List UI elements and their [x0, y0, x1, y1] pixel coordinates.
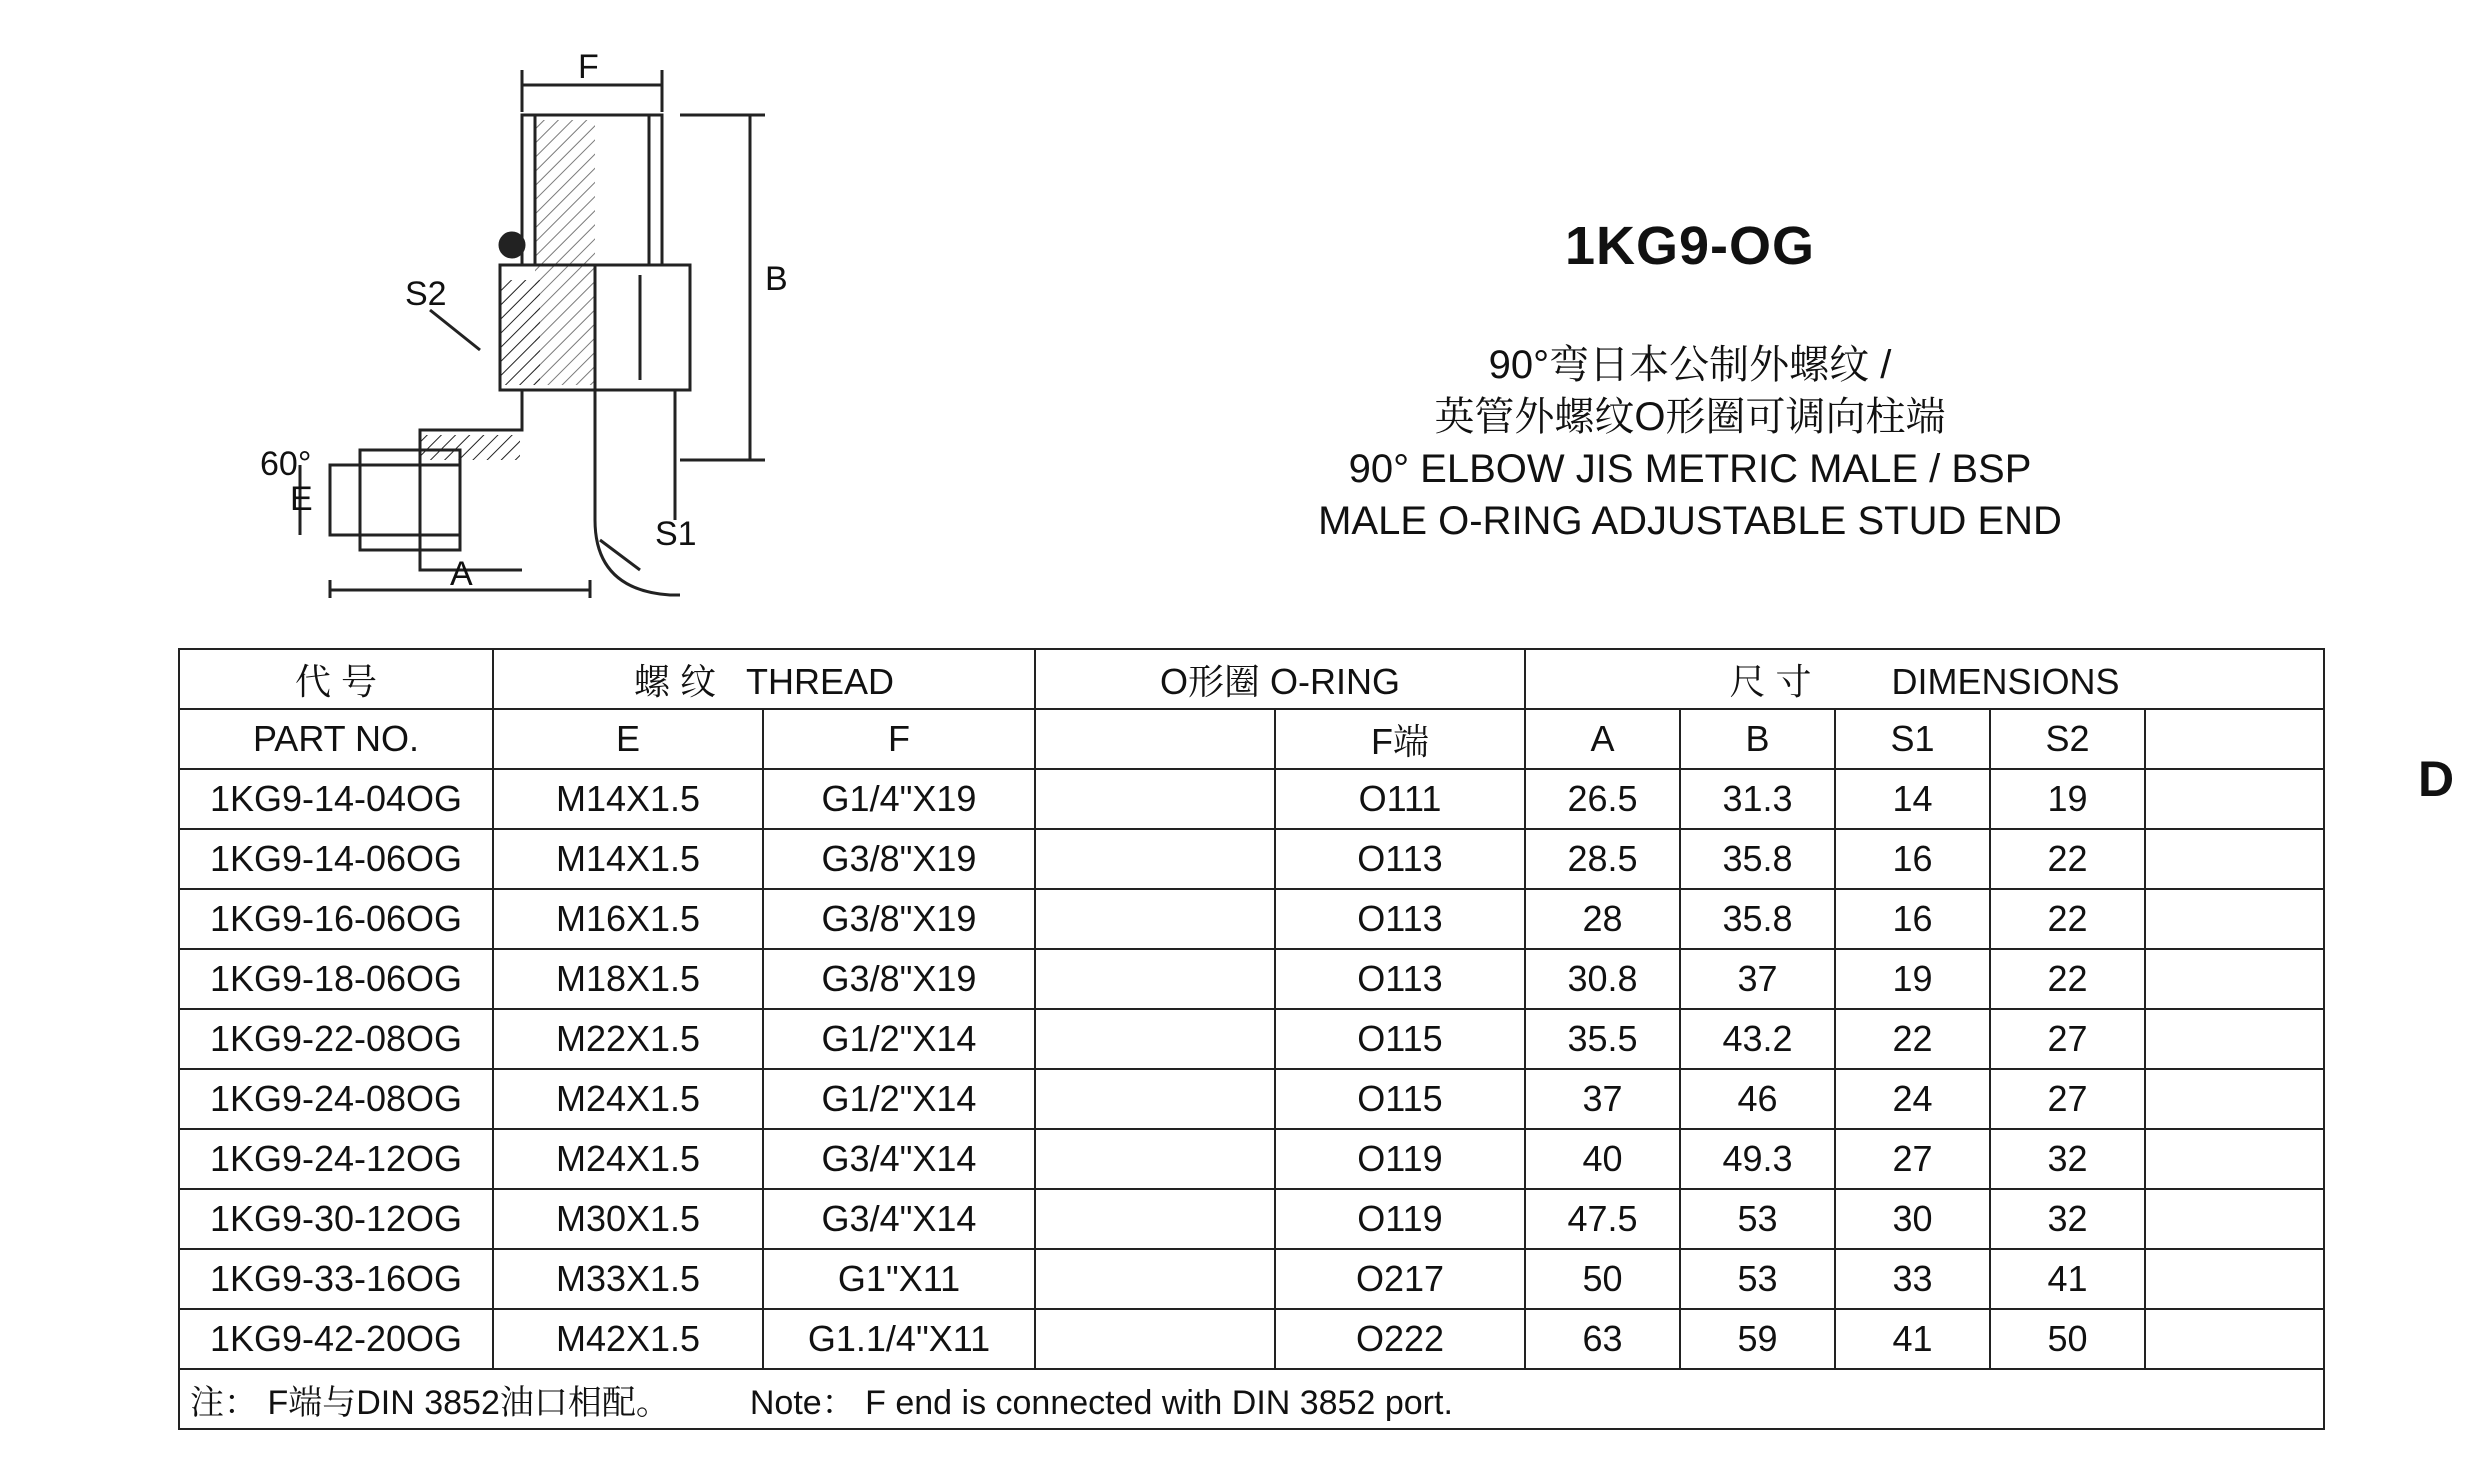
cell-b: 49.3 [1680, 1129, 1835, 1189]
table-row [179, 1189, 2324, 1249]
cell-blank [2145, 769, 2324, 829]
cell-a: 28.5 [1525, 829, 1680, 889]
cell-part: 1KG9-24-08OG [179, 1069, 493, 1129]
label-s1: S1 [655, 515, 697, 553]
label-f: F [578, 48, 599, 86]
header-dim-en: DIMENSIONS [1891, 660, 2120, 702]
cell-oring: O113 [1275, 889, 1525, 949]
cell-s1: 24 [1835, 1069, 1990, 1129]
cell-a: 50 [1525, 1249, 1680, 1309]
cell-blank [2145, 1309, 2324, 1369]
cell-f: G3/4"X14 [763, 1189, 1035, 1249]
cell-a: 28 [1525, 889, 1680, 949]
cell-e: M16X1.5 [493, 889, 763, 949]
cell-oring: O119 [1275, 1129, 1525, 1189]
cell-blank [2145, 1189, 2324, 1249]
cell-blank [1035, 889, 1275, 949]
spec-table [178, 648, 2325, 1430]
label-b: B [765, 260, 788, 298]
cell-s2: 22 [1990, 829, 2145, 889]
cell-b: 43.2 [1680, 1009, 1835, 1069]
cell-a: 40 [1525, 1129, 1680, 1189]
cell-e: M14X1.5 [493, 769, 763, 829]
cell-oring: O115 [1275, 1069, 1525, 1129]
cell-blank [2145, 1249, 2324, 1309]
header-blank [2145, 709, 2324, 769]
elbow-fitting-drawing [260, 48, 788, 610]
table-row [179, 949, 2324, 1009]
cell-b: 37 [1680, 949, 1835, 1009]
side-letter: D [2418, 751, 2455, 807]
cell-s1: 33 [1835, 1249, 1990, 1309]
table-row [179, 829, 2324, 889]
description-zh-line1: 90°弯日本公制外螺纹 / [1488, 343, 1892, 387]
cell-blank [1035, 1129, 1275, 1189]
cell-s2: 41 [1990, 1249, 2145, 1309]
header-thread-en: THREAD [746, 660, 895, 702]
cell-s1: 30 [1835, 1189, 1990, 1249]
cell-oring: O217 [1275, 1249, 1525, 1309]
cell-oring: O222 [1275, 1309, 1525, 1369]
table-row [179, 889, 2324, 949]
header-dimensions [1525, 649, 2324, 709]
cell-f: G1/4"X19 [763, 769, 1035, 829]
cell-part: 1KG9-16-06OG [179, 889, 493, 949]
cell-part: 1KG9-14-06OG [179, 829, 493, 889]
cell-a: 37 [1525, 1069, 1680, 1129]
cell-part: 1KG9-22-08OG [179, 1009, 493, 1069]
cell-f: G3/4"X14 [763, 1129, 1035, 1189]
cell-part: 1KG9-30-12OG [179, 1189, 493, 1249]
cell-s1: 22 [1835, 1009, 1990, 1069]
table-row [179, 1309, 2324, 1369]
cell-s1: 19 [1835, 949, 1990, 1009]
cell-blank [2145, 829, 2324, 889]
header-thread-zh: 螺 纹 [633, 660, 716, 702]
cell-blank [2145, 1009, 2324, 1069]
cell-s2: 27 [1990, 1009, 2145, 1069]
cell-e: M24X1.5 [493, 1129, 763, 1189]
header-e: E [493, 709, 763, 769]
cell-blank [1035, 949, 1275, 1009]
cell-a: 26.5 [1525, 769, 1680, 829]
label-e: E [290, 480, 313, 518]
cell-f: G1.1/4"X11 [763, 1309, 1035, 1369]
header-row-2 [179, 709, 2324, 769]
table-row [179, 1249, 2324, 1309]
header-s1: S1 [1835, 709, 1990, 769]
header-oring-blank [1035, 709, 1275, 769]
cell-part: 1KG9-18-06OG [179, 949, 493, 1009]
cell-part: 1KG9-14-04OG [179, 769, 493, 829]
cell-e: M14X1.5 [493, 829, 763, 889]
cell-oring: O111 [1275, 769, 1525, 829]
cell-part: 1KG9-42-20OG [179, 1309, 493, 1369]
description-zh-line2: 英管外螺纹O形圈可调向柱端 [1434, 395, 1946, 439]
cell-oring: O113 [1275, 829, 1525, 889]
cell-e: M22X1.5 [493, 1009, 763, 1069]
header-f: F [763, 709, 1035, 769]
header-s2: S2 [1990, 709, 2145, 769]
cell-s1: 27 [1835, 1129, 1990, 1189]
cell-f: G3/8"X19 [763, 829, 1035, 889]
cell-blank [1035, 1189, 1275, 1249]
label-s2: S2 [405, 275, 447, 313]
cell-b: 35.8 [1680, 829, 1835, 889]
header-dim-zh: 尺 寸 [1729, 660, 1812, 702]
table-row [179, 1009, 2324, 1069]
cell-a: 63 [1525, 1309, 1680, 1369]
cell-f: G3/8"X19 [763, 949, 1035, 1009]
table-row [179, 1069, 2324, 1129]
note-en: Note： F end is connected with DIN 3852 port. [749, 1383, 1453, 1422]
note-zh: 注： F端与DIN 3852油口相配。 [190, 1383, 670, 1422]
cell-blank [1035, 1309, 1275, 1369]
cell-blank [1035, 1069, 1275, 1129]
header-b: B [1680, 709, 1835, 769]
cell-oring: O113 [1275, 949, 1525, 1009]
cell-a: 30.8 [1525, 949, 1680, 1009]
cell-f: G1/2"X14 [763, 1069, 1035, 1129]
cell-s2: 27 [1990, 1069, 2145, 1129]
cell-oring: O119 [1275, 1189, 1525, 1249]
note-row [179, 1369, 2324, 1429]
cell-e: M33X1.5 [493, 1249, 763, 1309]
cell-oring: O115 [1275, 1009, 1525, 1069]
header-row-1 [179, 649, 2324, 709]
cell-e: M42X1.5 [493, 1309, 763, 1369]
cell-part: 1KG9-24-12OG [179, 1129, 493, 1189]
cell-blank [1035, 829, 1275, 889]
cell-blank [1035, 1249, 1275, 1309]
cell-b: 46 [1680, 1069, 1835, 1129]
cell-e: M24X1.5 [493, 1069, 763, 1129]
cell-blank [2145, 1069, 2324, 1129]
cell-a: 47.5 [1525, 1189, 1680, 1249]
cell-s2: 19 [1990, 769, 2145, 829]
cell-part: 1KG9-33-16OG [179, 1249, 493, 1309]
header-f-end: F端 [1275, 709, 1525, 769]
cell-f: G3/8"X19 [763, 889, 1035, 949]
table-row [179, 1129, 2324, 1189]
cell-s1: 16 [1835, 829, 1990, 889]
cell-s1: 14 [1835, 769, 1990, 829]
cell-a: 35.5 [1525, 1009, 1680, 1069]
description-en-line2: MALE O-RING ADJUSTABLE STUD END [1318, 499, 2062, 543]
cell-b: 53 [1680, 1249, 1835, 1309]
cell-blank [2145, 1129, 2324, 1189]
part-title: 1KG9-OG [1564, 216, 1816, 276]
cell-e: M30X1.5 [493, 1189, 763, 1249]
header-oring: O形圈 O-RING [1035, 649, 1525, 709]
description-en-line1: 90° ELBOW JIS METRIC MALE / BSP [1348, 447, 2032, 491]
label-a: A [450, 555, 473, 593]
table-note [179, 1369, 2324, 1429]
header-thread [493, 649, 1035, 709]
cell-blank [1035, 1009, 1275, 1069]
header-part-zh: 代 号 [179, 649, 493, 709]
cell-s2: 22 [1990, 889, 2145, 949]
cell-s2: 32 [1990, 1129, 2145, 1189]
header-part-en: PART NO. [179, 709, 493, 769]
table-row [179, 769, 2324, 829]
cell-s2: 22 [1990, 949, 2145, 1009]
cell-blank [1035, 769, 1275, 829]
cell-s2: 32 [1990, 1189, 2145, 1249]
cell-b: 31.3 [1680, 769, 1835, 829]
cell-s1: 41 [1835, 1309, 1990, 1369]
cell-blank [2145, 949, 2324, 1009]
header-a: A [1525, 709, 1680, 769]
cell-b: 35.8 [1680, 889, 1835, 949]
cell-b: 53 [1680, 1189, 1835, 1249]
title-block [1240, 215, 2140, 547]
cell-f: G1/2"X14 [763, 1009, 1035, 1069]
cell-b: 59 [1680, 1309, 1835, 1369]
cell-e: M18X1.5 [493, 949, 763, 1009]
cell-blank [2145, 889, 2324, 949]
cell-f: G1"X11 [763, 1249, 1035, 1309]
cell-s2: 50 [1990, 1309, 2145, 1369]
cell-s1: 16 [1835, 889, 1990, 949]
label-angle: 60° [260, 445, 312, 483]
